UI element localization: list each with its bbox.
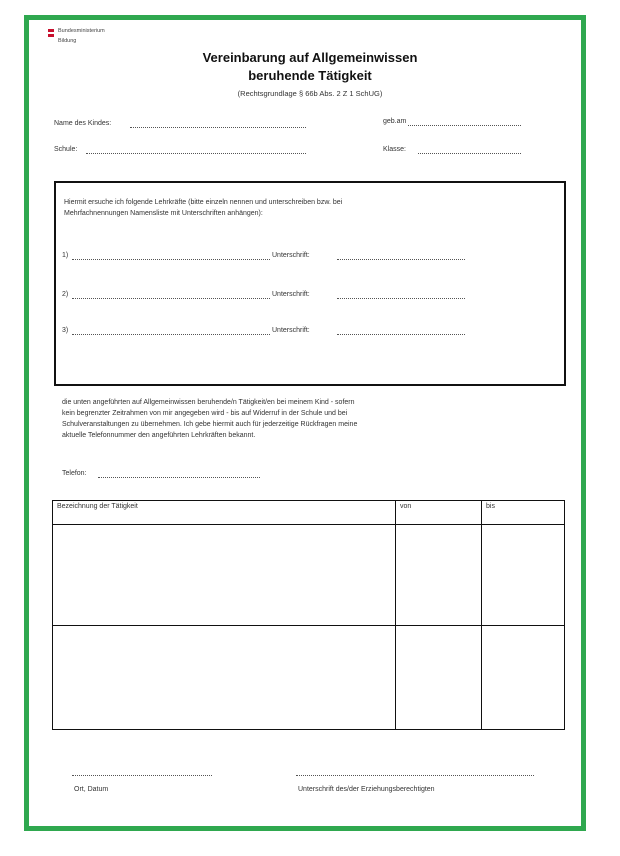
teacher-2-number: 2)	[62, 291, 69, 298]
from-cell[interactable]	[396, 626, 482, 730]
guardian-signature-label: Unterschrift des/der Erziehungsberechtigten	[298, 786, 435, 793]
column-header-to: bis	[482, 501, 565, 525]
place-date-field[interactable]	[72, 775, 212, 776]
teacher-request-intro	[64, 197, 342, 219]
guardian-signature-field[interactable]	[296, 775, 534, 776]
consent-paragraph	[62, 397, 357, 441]
teacher-3-signature-field[interactable]	[337, 334, 465, 335]
teacher-3-signature-label: Unterschrift:	[272, 327, 310, 334]
teacher-3-number: 3)	[62, 327, 69, 334]
activity-cell[interactable]	[53, 626, 396, 730]
class-label: Klasse:	[383, 146, 406, 153]
consent-line-1: die unten angeführten auf Allgemeinwissen beruhende/n Tätigkeit/en bei meinem Kind - sofern	[62, 399, 355, 406]
page-title-line1: Vereinbarung auf Allgemeinwissen	[202, 50, 418, 65]
school-field[interactable]	[86, 153, 306, 154]
from-cell[interactable]	[396, 525, 482, 626]
consent-line-2: kein begrenzter Zeitrahmen von mir angegeben wird - bis auf Widerruf in der Schule und bei	[62, 410, 348, 417]
teacher-2-signature-label: Unterschrift:	[272, 291, 310, 298]
birth-date-label: geb.am	[383, 118, 407, 125]
place-date-label: Ort, Datum	[74, 786, 109, 793]
consent-line-3: Schulveranstaltungen zu übernehmen. Ich gebe hiermit auch für jederzeitige Rückfragen meine	[62, 421, 358, 428]
column-header-from: von	[396, 501, 482, 525]
table-row	[53, 626, 565, 730]
intro-line-2: Mehrfachnennungen Namensliste mit Unterschriften anhängen):	[64, 210, 263, 217]
phone-field[interactable]	[98, 477, 260, 478]
teacher-1-signature-field[interactable]	[337, 259, 465, 260]
birth-date-field[interactable]	[408, 125, 521, 126]
class-field[interactable]	[418, 153, 521, 154]
to-cell[interactable]	[482, 525, 565, 626]
intro-line-1: Hiermit ersuche ich folgende Lehrkräfte (bitte einzeln nennen und unterschreiben bzw. bei	[64, 199, 343, 206]
school-label: Schule:	[54, 146, 78, 153]
activity-cell[interactable]	[53, 525, 396, 626]
to-cell[interactable]	[482, 626, 565, 730]
page-title-line2: beruhende Tätigkeit	[248, 68, 372, 83]
teacher-3-name-field[interactable]	[72, 334, 270, 335]
teacher-1-signature-label: Unterschrift:	[272, 252, 310, 259]
table-row	[53, 525, 565, 626]
logo-text-line2: Bildung	[58, 38, 77, 44]
child-name-label: Name des Kindes:	[54, 120, 112, 127]
teacher-2-name-field[interactable]	[72, 298, 270, 299]
consent-line-4: aktuelle Telefonnummer den angeführten Lehrkräften bekannt.	[62, 432, 256, 439]
teacher-1-number: 1)	[62, 252, 69, 259]
legal-basis-subtitle: (Rechtsgrundlage § 66b Abs. 2 Z 1 SchUG)	[237, 89, 383, 98]
logo-text-line1: Bundesministerium	[58, 28, 105, 34]
table-header-row	[53, 501, 565, 525]
austrian-flag-icon	[48, 29, 54, 37]
phone-label: Telefon:	[62, 470, 87, 477]
teacher-2-signature-field[interactable]	[337, 298, 465, 299]
child-name-field[interactable]	[130, 127, 306, 128]
teacher-1-name-field[interactable]	[72, 259, 270, 260]
column-header-activity: Bezeichnung der Tätigkeit	[53, 501, 396, 525]
activities-table	[52, 500, 565, 730]
